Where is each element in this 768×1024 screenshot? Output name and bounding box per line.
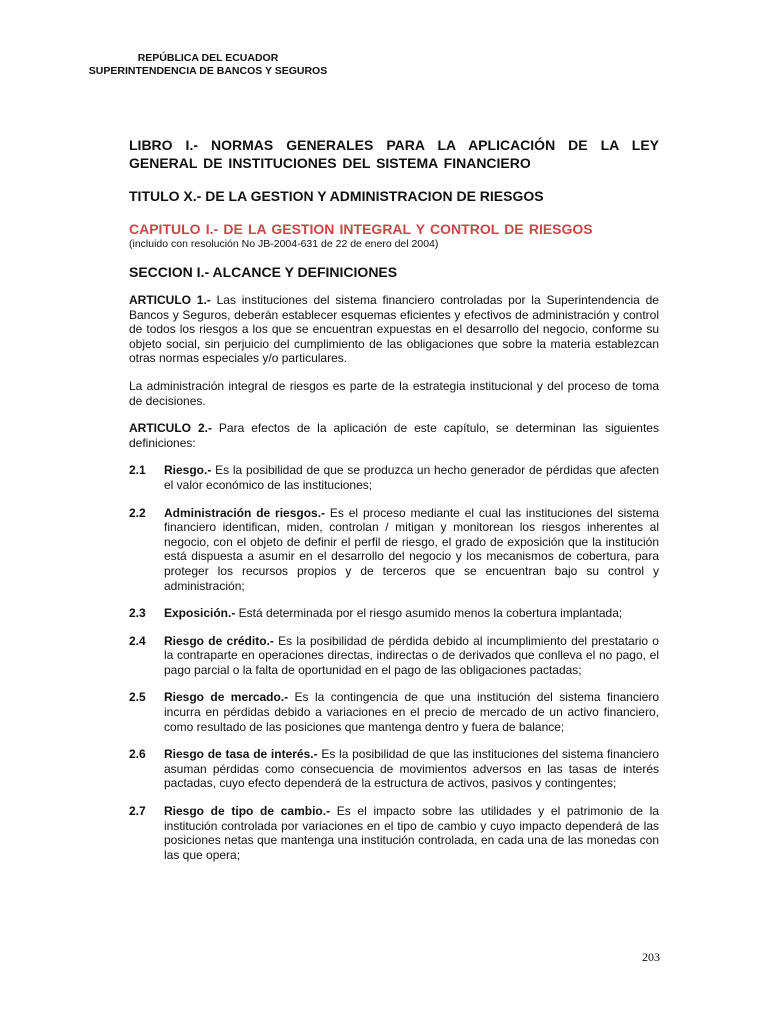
definition-text: Es la posibilidad de que se produzca un hecho generador de pérdidas que afecten el valor económico de las instituciones; <box>164 463 659 492</box>
libro-heading: LIBRO I.- NORMAS GENERALES PARA LA APLICACIÓN DE LA LEY GENERAL DE INSTITUCIONES DEL SISTEMA FINANCIERO <box>129 137 659 171</box>
definition-item <box>129 506 659 594</box>
definition-text: Está determinada por el riesgo asumido menos la cobertura implantada; <box>235 606 623 621</box>
definition-body <box>164 747 659 791</box>
definition-number: 2.7 <box>129 804 146 819</box>
capitulo-heading: CAPITULO I.- DE LA GESTION INTEGRAL Y CONTROL DE RIESGOS <box>129 221 593 237</box>
definition-number: 2.5 <box>129 690 146 705</box>
definition-number: 2.1 <box>129 463 146 478</box>
definition-text: Es el impacto sobre las utilidades y el patrimonio de la institución controlada por variaciones en el tipo de cambio y cuyo impacto dependerá de las posiciones netas que mantenga una institución controlada, en cada una de las monedas con las que opera; <box>164 804 659 862</box>
definition-item <box>129 690 659 734</box>
header-country: REPÚBLICA DEL ECUADOR <box>137 52 279 64</box>
articulo-1 <box>129 293 659 366</box>
document-body <box>129 136 659 862</box>
articulo-2-label: ARTICULO 2.- <box>129 421 212 436</box>
definition-term: Riesgo.- <box>164 463 212 478</box>
admin-paragraph: La administración integral de riesgos es parte de la estrategia institucional y del proceso de toma de decisiones. <box>129 378 659 408</box>
seccion-heading: SECCION I.- ALCANCE Y DEFINICIONES <box>129 264 398 280</box>
capitulo-note: (incluido con resolución No JB-2004-631 de 22 de enero del 2004) <box>129 238 439 250</box>
definition-body <box>164 463 659 492</box>
definition-item <box>129 747 659 791</box>
definition-body <box>164 506 659 594</box>
definition-text: Es la posibilidad de que las instituciones del sistema financiero asuman pérdidas como consecuencia de movimientos adversos en las tasas de interés pactadas, cuyo efecto dependerá de la estructura de activos, pasivos y contingentes; <box>164 747 659 791</box>
titulo-heading: TITULO X.- DE LA GESTION Y ADMINISTRACION DE RIESGOS <box>129 188 544 204</box>
page-number: 203 <box>642 950 660 964</box>
definition-number: 2.4 <box>129 633 146 648</box>
document-header <box>0 52 416 78</box>
articulo-2-text: Para efectos de la aplicación de este capítulo, se determinan las siguientes definiciones: <box>129 421 659 450</box>
definition-term: Riesgo de mercado.- <box>164 690 289 705</box>
definition-item <box>129 463 659 492</box>
header-institution: SUPERINTENDENCIA DE BANCOS Y SEGUROS <box>88 65 328 77</box>
definition-body <box>164 690 659 734</box>
definition-body <box>164 634 659 678</box>
definition-term: Riesgo de tipo de cambio.- <box>164 804 331 819</box>
definition-body <box>164 804 659 862</box>
definition-term: Riesgo de tasa de interés.- <box>164 747 318 762</box>
definition-number: 2.3 <box>129 606 146 621</box>
definition-text: Es la contingencia de que una institución del sistema financiero incurra en pérdidas debido a variaciones en el precio de mercado de un activo financiero, como resultado de las posiciones que mantenga dentro y fuera de balance; <box>164 690 659 734</box>
articulo-1-label: ARTICULO 1.- <box>129 293 211 307</box>
definition-number: 2.2 <box>129 505 146 520</box>
definition-body <box>164 606 659 621</box>
definition-term: Exposición.- <box>164 606 236 621</box>
articulo-1-text: Las instituciones del sistema financiero controladas por la Superintendencia de Bancos y Seguros, deberán establecer esquemas eficientes y efectivos de administración y control de todos los riesgos a los que se encuentran expuestas en el desarrollo del negocio, conforme su objeto social, sin perjuicio del cumplimiento de las obligaciones que sobre la materia establezcan otras normas especiales y/o particulares. <box>129 293 659 366</box>
definition-text: Es el proceso mediante el cual las instituciones del sistema financiero identifican, miden, controlan / mitigan y monitorean los riesgos inherentes al negocio, con el objeto de definir el perfil de riesgo, el grado de exposición que la institución está dispuesta a asumir en el desarrollo del negocio y los mecanismos de cobertura, para proteger los recursos propios y de terceros que se encuentran bajo su control y administración; <box>164 505 659 593</box>
definition-number: 2.6 <box>129 747 146 762</box>
definition-item <box>129 804 659 862</box>
definition-item <box>129 606 659 621</box>
definition-term: Administración de riesgos.- <box>164 505 326 520</box>
articulo-2 <box>129 421 659 450</box>
definition-text: Es la posibilidad de pérdida debido al incumplimiento del prestatario o la contraparte en operaciones directas, indirectas o de derivados que conlleva el no pago, el pago parcial o la falta de oportunidad en el pago de las obligaciones pactadas; <box>164 633 659 677</box>
definition-item <box>129 634 659 678</box>
definition-term: Riesgo de crédito.- <box>164 633 274 648</box>
